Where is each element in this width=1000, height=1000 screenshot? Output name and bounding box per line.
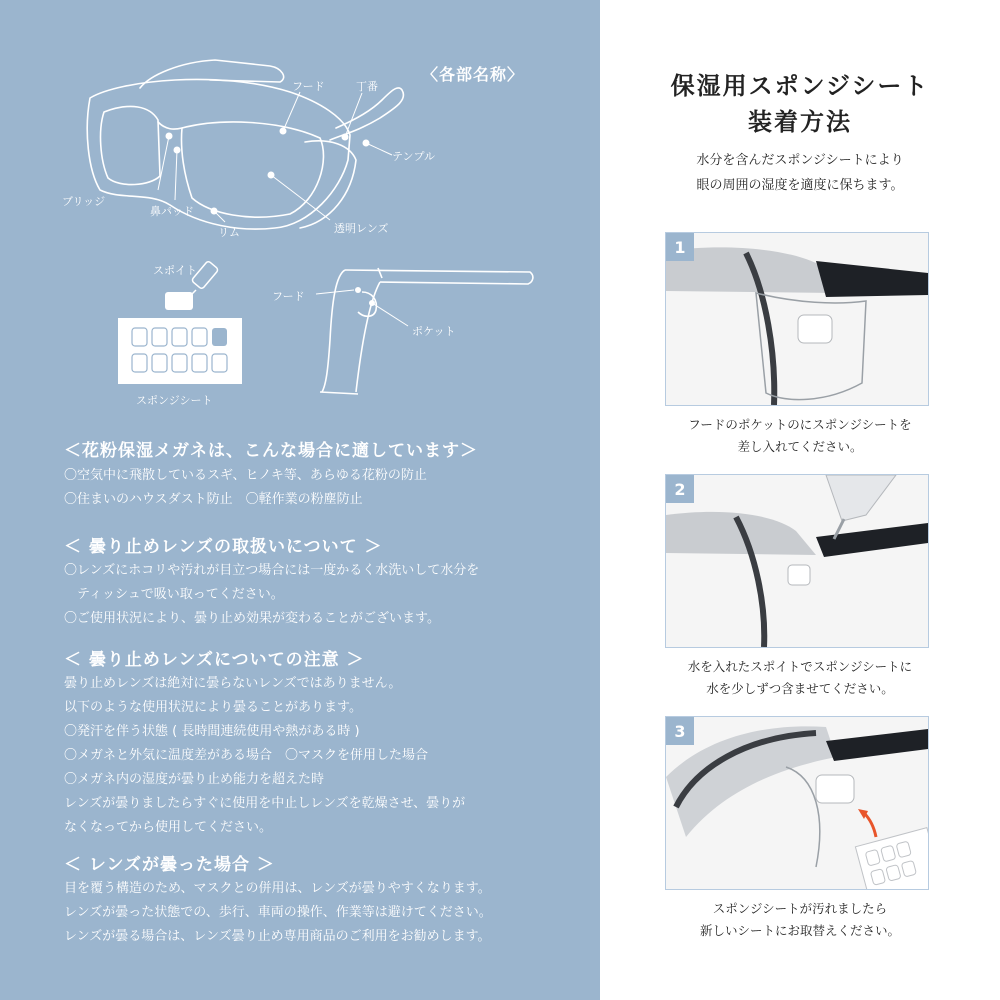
label-temple: テンプル — [392, 150, 436, 163]
step-2-number: 2 — [666, 475, 694, 503]
parts-title: 〈各部名称〉 — [422, 65, 525, 84]
label-clear-lens: 透明レンズ — [334, 222, 389, 235]
section-body-caution: 曇り止めレンズは絶対に曇らないレンズではありません。 以下のような使用状況により曇ることがあります。 〇発汗を伴う状態 ( 長時間連続使用や熱がある時 ) 〇メガネと外気に温度差がある場合 〇マスクを併用した場合 〇メガネ内の湿度が曇り止め能力を超えた時 レンズが曇りましたらすぐに使用を中止しレンズを乾燥させ、曇りが なくなってから使用してください。 — [64, 676, 466, 835]
label-nose-pad: 鼻パッド — [150, 205, 194, 218]
instructions-title-line2: 装着方法 — [748, 108, 852, 136]
instructions-title-line1: 保湿用スポンジシート — [670, 72, 930, 100]
step-1-caption-line1: フードのポケットのにスポンジシートを — [688, 417, 912, 432]
label-hood: フード — [292, 80, 325, 93]
step-3-caption-line2: 新しいシートにお取替えください。 — [699, 923, 900, 938]
step-3-caption-line1: スポンジシートが汚れましたら — [712, 901, 888, 916]
label-hood-side: フード — [272, 290, 305, 303]
label-pocket: ポケット — [412, 325, 456, 338]
temple-arm — [330, 88, 403, 140]
step-1-caption-line2: 差し入れてください。 — [737, 439, 863, 454]
label-hinge: 丁番 — [356, 80, 378, 93]
hood-outline — [140, 60, 284, 88]
section-heading-caution: ＜ 曇り止めレンズについての注意 ＞ — [64, 650, 365, 670]
step-2-photo — [665, 474, 929, 648]
step-2-caption-line2: 水を少しずつ含ませてください。 — [706, 681, 894, 696]
instructions-intro-line1: 水分を含んだスポンジシートにより — [696, 153, 904, 168]
instructions-intro-line2: 眼の周囲の湿度を適度に保ちます。 — [696, 178, 904, 193]
right-lens — [181, 122, 323, 217]
label-sponge-sheet: スポンジシート — [136, 394, 213, 407]
section-heading-suitable: ＜花粉保湿メガネは、こんな場合に適しています＞ — [64, 441, 478, 461]
sponge-piece — [165, 292, 193, 310]
label-rim: リム — [218, 226, 240, 239]
left-lens — [101, 106, 160, 184]
label-dropper: スポイト — [153, 264, 197, 277]
section-heading-fogged: ＜ レンズが曇った場合 ＞ — [64, 855, 275, 875]
frame-outline — [87, 79, 350, 229]
section-heading-handling: ＜ 曇り止めレンズの取扱いについて ＞ — [64, 537, 383, 557]
step-3-photo — [665, 716, 929, 890]
section-body-suitable: 〇空気中に飛散しているスギ、ヒノキ等、あらゆる花粉の防止 〇住まいのハウスダスト防止 〇軽作業の粉塵防止 — [64, 468, 427, 507]
step-3-number: 3 — [666, 717, 694, 745]
step-1-photo — [665, 232, 929, 406]
section-body-handling: 〇レンズにホコリや汚れが目立つ場合には一度かるく水洗いして水分を ティッシュで吸い取ってください。 〇ご使用状況により、曇り止め効果が変わることがございます。 — [64, 563, 480, 626]
section-body-fogged: 目を覆う構造のため、マスクとの併用は、レンズが曇りやすくなります。 レンズが曇った状態での、歩行、車両の操作、作業等は避けてください。 レンズが曇る場合は、レンズ曇り止め専用商品のご利用をお勧めします。 — [64, 881, 492, 944]
label-bridge: ブリッジ — [62, 195, 106, 208]
step-1-number: 1 — [666, 233, 694, 261]
step-2-caption-line1: 水を入れたスポイトでスポンジシートに — [687, 659, 913, 674]
